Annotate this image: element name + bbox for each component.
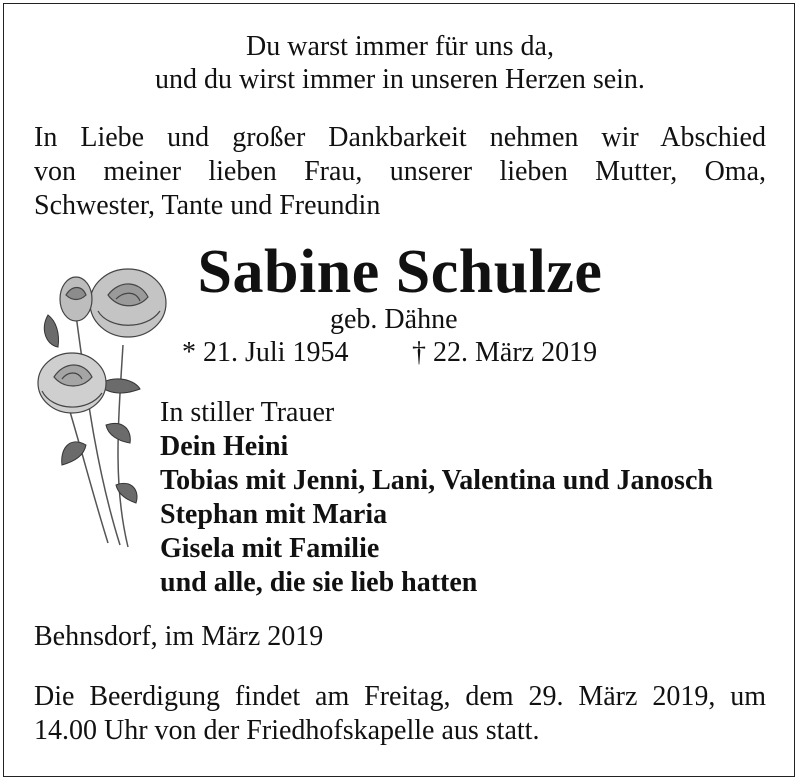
intro-line-2: von meiner lieben Frau, unserer lieben Mutter, Oma, bbox=[34, 156, 766, 187]
funeral-line-2: 14.00 Uhr von der Friedhofskapelle aus statt. bbox=[34, 715, 540, 746]
deceased-name: Sabine Schulze bbox=[197, 238, 603, 306]
mourner-line: und alle, die sie lieb hatten bbox=[160, 567, 478, 598]
maiden-name: geb. Dähne bbox=[330, 304, 458, 335]
death-date: † 22. März 2019 bbox=[412, 337, 598, 368]
mourner-line: Stephan mit Maria bbox=[160, 499, 388, 530]
intro-line-3: Schwester, Tante und Freundin bbox=[34, 190, 381, 221]
mourner-line: Gisela mit Familie bbox=[160, 533, 380, 564]
intro-line-1: In Liebe und großer Dankbarkeit nehmen wir Abschied bbox=[34, 122, 766, 153]
mourner-line: Dein Heini bbox=[160, 431, 289, 462]
mourners-heading: In stiller Trauer bbox=[160, 397, 335, 428]
funeral-line-1: Die Beerdigung findet am Freitag, dem 29. März 2019, um bbox=[34, 681, 766, 712]
motto-line-2: und du wirst immer in unseren Herzen sein. bbox=[155, 64, 645, 95]
mourner-line: Tobias mit Jenni, Lani, Valentina und Janosch bbox=[160, 465, 713, 496]
motto-line-1: Du warst immer für uns da, bbox=[246, 31, 554, 62]
birth-date: * 21. Juli 1954 bbox=[182, 337, 349, 368]
place-date: Behnsdorf, im März 2019 bbox=[34, 621, 324, 652]
